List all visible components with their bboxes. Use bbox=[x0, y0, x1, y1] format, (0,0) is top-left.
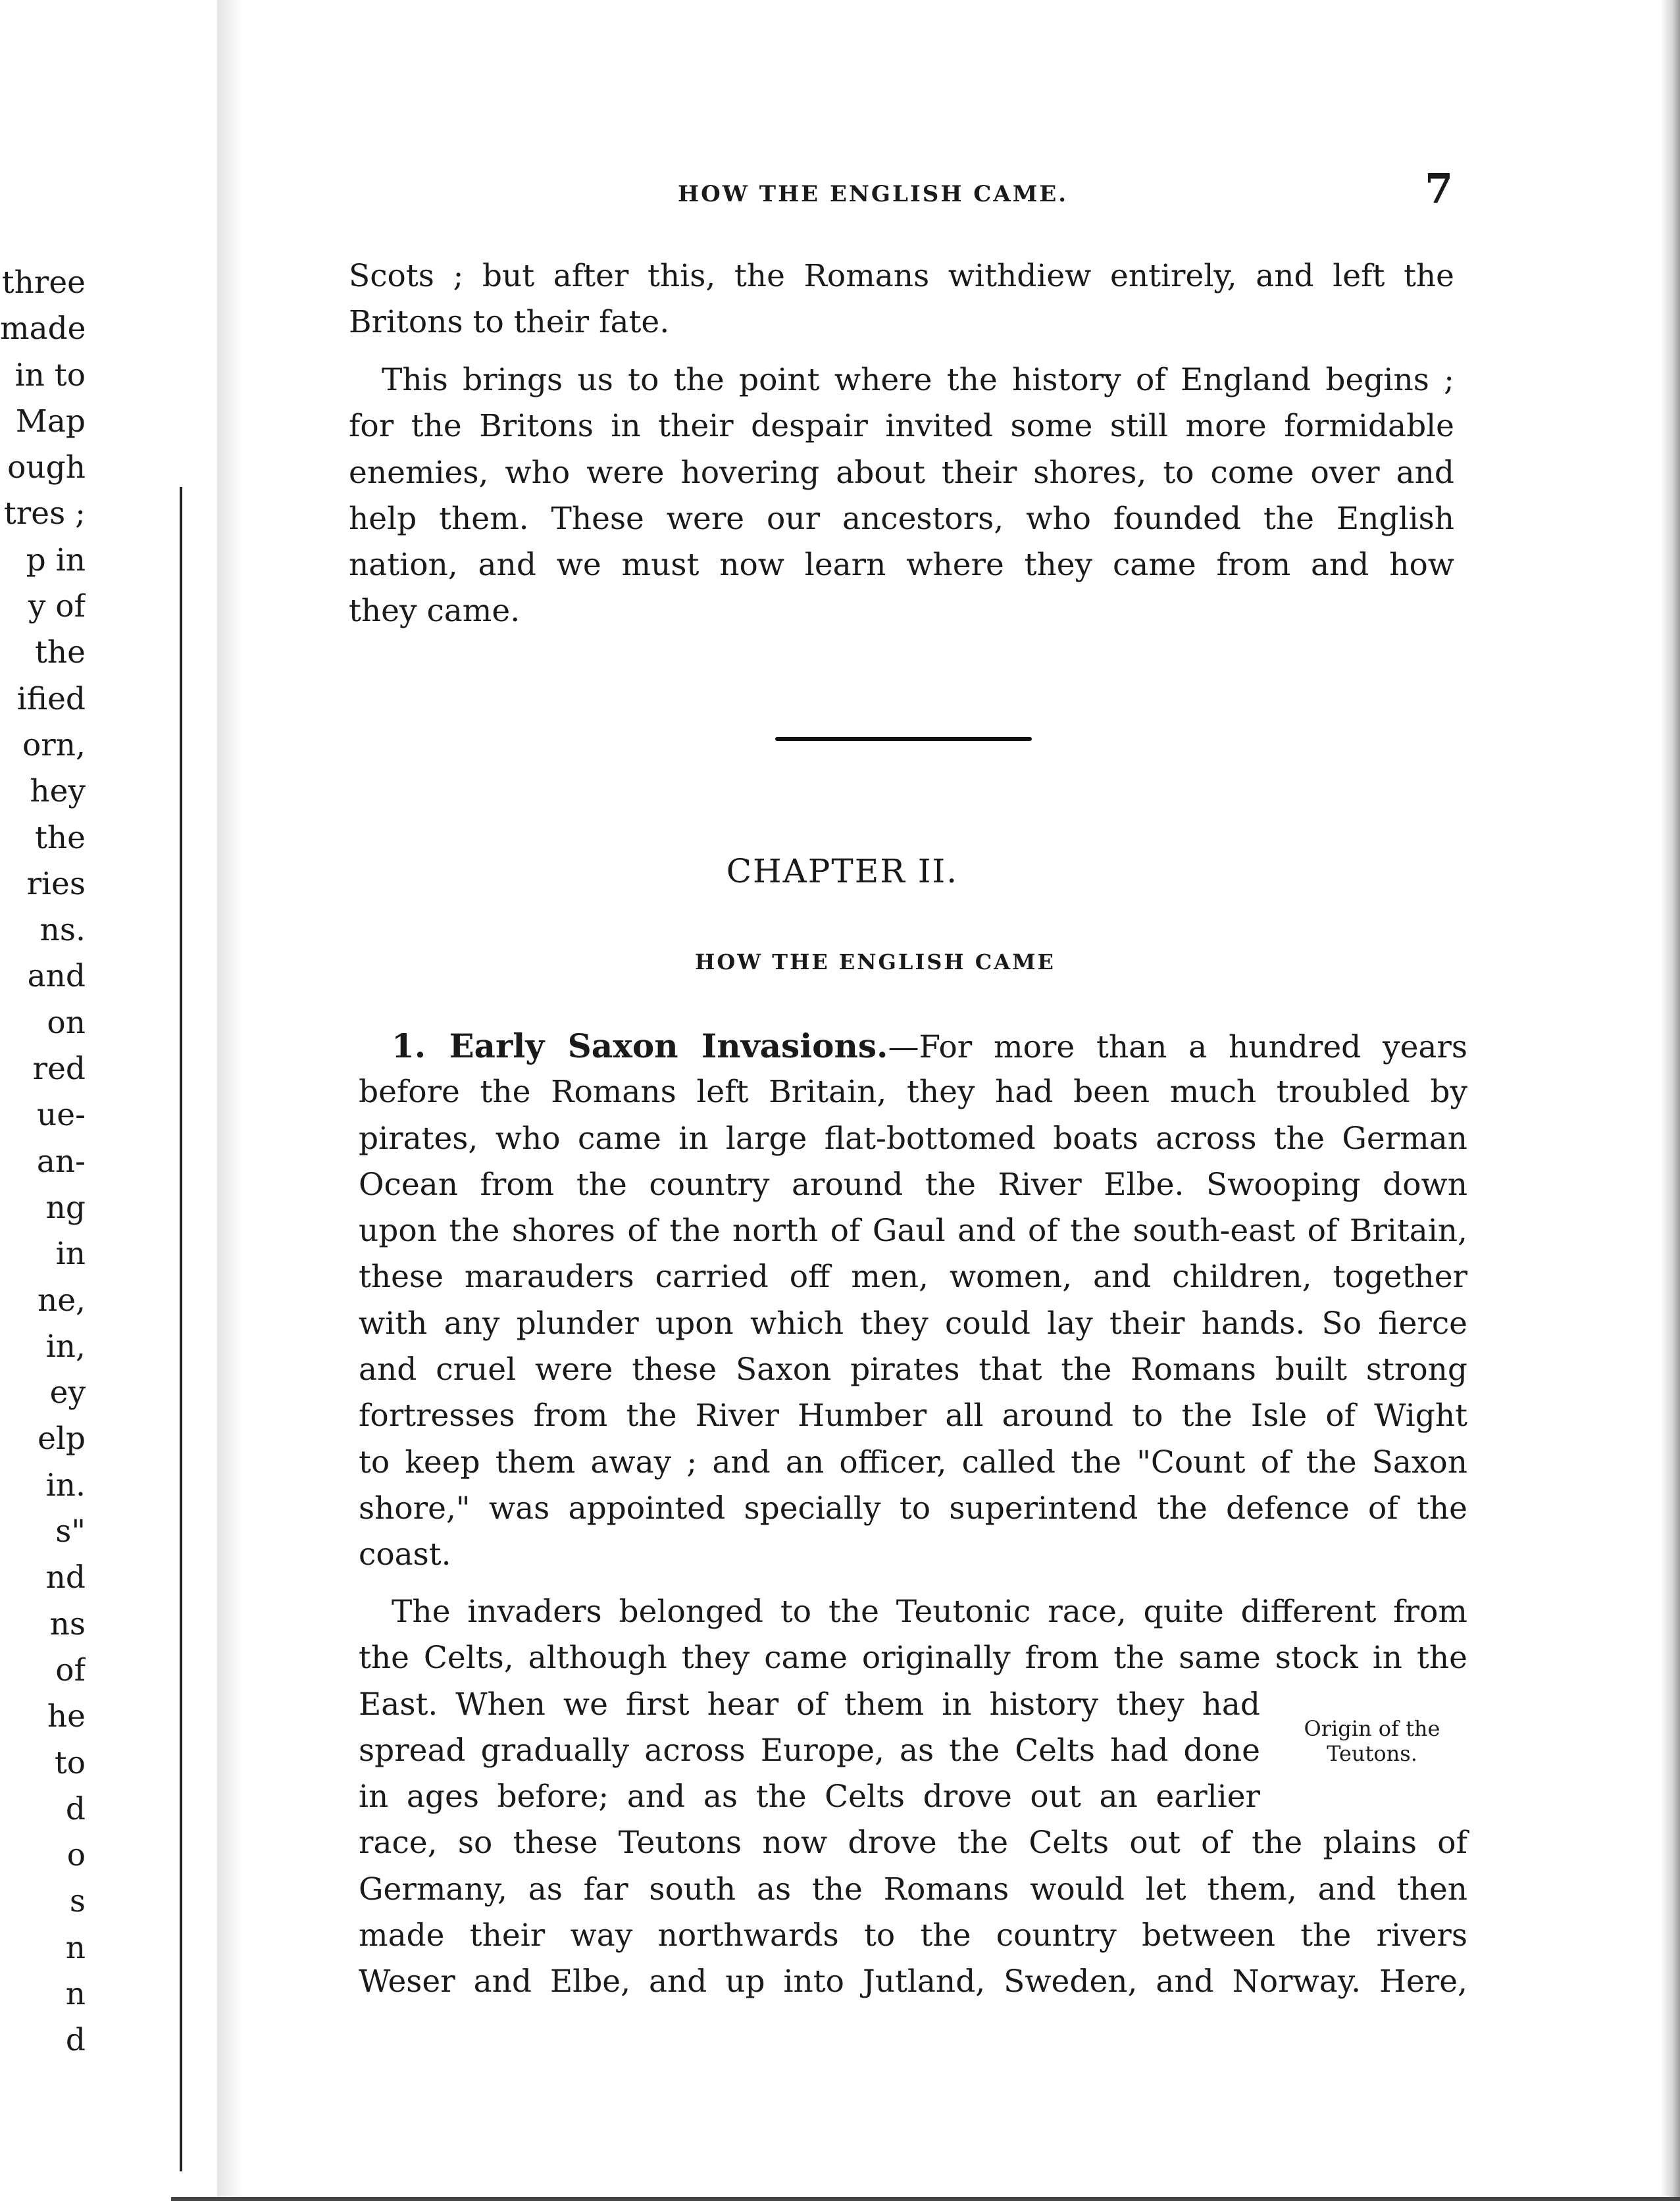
text-line: pirates, who came in large flat-bottomed boats across the German bbox=[359, 1120, 1467, 1157]
facing-page-word: the bbox=[35, 634, 86, 671]
chapter-title: CHAPTER II. bbox=[726, 852, 959, 890]
facing-page-word: Map bbox=[15, 403, 86, 440]
text-line: The invaders belonged to the Teutonic race, quite different from bbox=[392, 1594, 1467, 1630]
section-1-paragraph-2 bbox=[359, 1589, 1467, 2006]
facing-page-word: an- bbox=[36, 1143, 86, 1180]
text-line: fortresses from the River Humber all around to the Isle of Wight bbox=[359, 1398, 1467, 1434]
page-edge-right bbox=[1660, 0, 1680, 2201]
text-line: Britons to their fate. bbox=[349, 304, 670, 341]
text-line: spread gradually across Europe, as the Celts had done bbox=[359, 1732, 1260, 1769]
facing-page-word: ue- bbox=[37, 1097, 86, 1134]
facing-page-word: the bbox=[35, 819, 86, 856]
text-line: and cruel were these Saxon pirates that the Romans built strong bbox=[359, 1352, 1467, 1388]
margin-note-line: Teutons. bbox=[1327, 1741, 1417, 1766]
text-line: for the Britons in their despair invited some still more formidable bbox=[349, 408, 1454, 445]
facing-page-word: s" bbox=[55, 1513, 86, 1550]
facing-page-word: hey bbox=[30, 773, 86, 810]
facing-page-word: ey bbox=[49, 1375, 86, 1411]
facing-page-word: in to bbox=[14, 357, 86, 393]
facing-page-word: and bbox=[27, 958, 86, 995]
text-line: the Celts, although they came originally from the same stock in the bbox=[359, 1640, 1467, 1677]
section-divider bbox=[775, 737, 1032, 741]
text-line: shore," was appointed specially to superintend the defence of the bbox=[359, 1490, 1467, 1527]
text-line: This brings us to the point where the history of England begins ; bbox=[382, 362, 1454, 398]
facing-page-word: ns. bbox=[39, 912, 86, 949]
facing-page-word: in, bbox=[45, 1328, 86, 1365]
margin-note-line: Origin of the bbox=[1304, 1716, 1440, 1741]
facing-page-word: y of bbox=[28, 588, 86, 625]
running-head: HOW THE ENGLISH CAME. bbox=[678, 181, 1069, 207]
text-line: to keep them away ; and an officer, called the "Count of the Saxon bbox=[359, 1444, 1467, 1480]
facing-page-fragment bbox=[0, 260, 86, 2064]
facing-page-word: d bbox=[65, 2022, 86, 2059]
page-number: 7 bbox=[1425, 164, 1454, 213]
text-line: East. When we first hear of them in history they had bbox=[359, 1686, 1260, 1723]
text-line: these marauders carried off men, women, and children, together bbox=[359, 1259, 1467, 1296]
facing-page-word: ries bbox=[26, 865, 86, 902]
facing-page-word: nd bbox=[45, 1559, 86, 1596]
section-1-paragraph bbox=[359, 1023, 1467, 1579]
facing-page-word: made bbox=[0, 311, 86, 347]
margin-note bbox=[1283, 1716, 1461, 1766]
facing-page-word: ng bbox=[45, 1189, 86, 1226]
text-line bbox=[359, 1023, 1467, 1069]
text-line: they came. bbox=[349, 593, 521, 630]
facing-page-word: p in bbox=[26, 542, 86, 578]
facing-page-word: ne, bbox=[37, 1282, 86, 1319]
text-line: with any plunder upon which they could lay their hands. So fierce bbox=[359, 1305, 1467, 1342]
facing-page-word: on bbox=[47, 1004, 86, 1041]
gutter-shadow bbox=[217, 0, 243, 2201]
text-line: in ages before; and as the Celts drove out an earlier bbox=[359, 1779, 1260, 1815]
facing-page-word: s bbox=[69, 1883, 86, 1920]
facing-page-word: he bbox=[47, 1698, 86, 1735]
text-run: —For more than a hundred years bbox=[888, 1029, 1468, 1065]
facing-page-word: ough bbox=[7, 449, 86, 486]
text-line: help them. These were our ancestors, who founded the English bbox=[349, 500, 1454, 537]
text-line: Weser and Elbe, and up into Jutland, Sweden, and Norway. Here, bbox=[359, 1963, 1467, 2000]
text-line: upon the shores of the north of Gaul and of the south-east of Britain, bbox=[359, 1213, 1467, 1250]
section-heading: 1. Early Saxon Invasions. bbox=[392, 1026, 888, 1065]
text-line: Scots ; but after this, the Romans withdiew entirely, and left the bbox=[349, 258, 1454, 294]
intro-paragraph-2 bbox=[349, 357, 1454, 635]
facing-page-word: in. bbox=[45, 1467, 86, 1504]
chapter-subtitle: HOW THE ENGLISH CAME bbox=[695, 949, 1056, 974]
facing-page-word: n bbox=[65, 1929, 86, 1966]
facing-page-word: o bbox=[66, 1837, 86, 1874]
facing-page-word: ified bbox=[16, 680, 86, 717]
text-line: before the Romans left Britain, they had been much troubled by bbox=[359, 1074, 1467, 1111]
gutter-line bbox=[180, 487, 182, 2171]
facing-page-word: red bbox=[32, 1051, 86, 1088]
text-line: made their way northwards to the country between the rivers bbox=[359, 1917, 1467, 1954]
facing-page-word: orn, bbox=[22, 726, 86, 763]
facing-page-word: tres ; bbox=[3, 495, 86, 532]
page-edge-bottom bbox=[171, 2197, 1680, 2201]
facing-page-word: three bbox=[1, 265, 86, 301]
text-line: race, so these Teutons now drove the Celts out of the plains of bbox=[359, 1825, 1467, 1861]
intro-paragraph-1 bbox=[349, 253, 1454, 346]
facing-page-word: elp bbox=[38, 1421, 86, 1457]
facing-page-word: ns bbox=[49, 1606, 86, 1642]
text-line: nation, and we must now learn where they came from and how bbox=[349, 547, 1454, 584]
facing-page-word: to bbox=[54, 1744, 86, 1781]
facing-page-word: n bbox=[65, 1975, 86, 2012]
facing-page-word: d bbox=[65, 1790, 86, 1827]
text-line: Ocean from the country around the River Elbe. Swooping down bbox=[359, 1166, 1467, 1203]
text-line: coast. bbox=[359, 1536, 451, 1573]
facing-page-word: of bbox=[55, 1652, 86, 1688]
text-line: Germany, as far south as the Romans would let them, and then bbox=[359, 1871, 1467, 1908]
facing-page-word: in bbox=[55, 1236, 86, 1273]
text-line: enemies, who were hovering about their shores, to come over and bbox=[349, 454, 1454, 491]
